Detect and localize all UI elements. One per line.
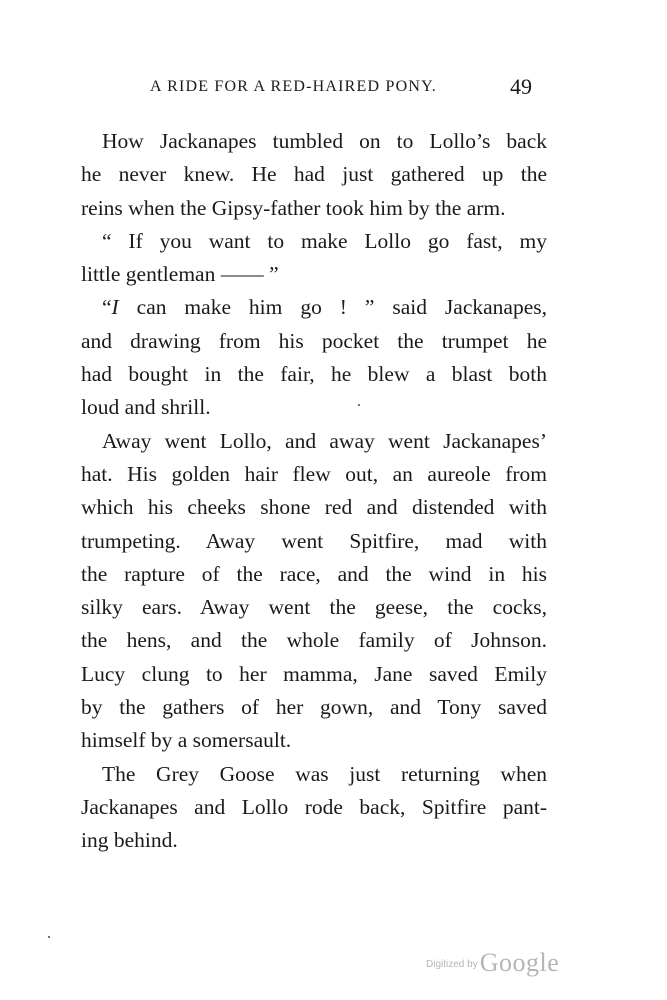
page-number: 49 [510,74,532,99]
watermark-brand: Google [479,948,560,977]
text-line: which his cheeks shone red and distended with [81,495,547,520]
text-line: ing behind. [81,828,178,853]
text-line: he never knew. He had just gathered up the [81,162,547,187]
ink-speck [48,936,50,938]
text-line: Lucy clung to her mamma, Jane saved Emily [81,661,547,686]
text-line: loud and shrill. [81,395,211,420]
text-line: little gentleman —— ” [81,262,279,287]
text-line: himself by a somersault. [81,728,292,753]
text-line: the hens, and the whole family of Johnson. [81,628,547,653]
text-line: hat. His golden hair flew out, an aureole from [81,461,547,486]
digitization-watermark [426,948,559,978]
body-text [81,125,547,858]
ink-speck [358,404,360,406]
text-line: The Grey Goose was just returning when [102,761,547,786]
text-line: trumpeting. Away went Spitfire, mad with [81,528,547,553]
text-line: Jackanapes and Lollo rode back, Spitfire pant- [81,794,547,819]
text-line: reins when the Gipsy-father took him by the arm. [81,195,506,220]
text-line: How Jackanapes tumbled on to Lollo’s back [102,129,547,153]
open-quote: “ [102,295,112,320]
text-line: silky ears. Away went the geese, the cocks, [81,595,547,620]
watermark-prefix: Digitized by [426,959,478,970]
text-line: had bought in the fair, he blew a blast both [81,362,547,387]
running-title: A RIDE FOR A RED-HAIRED PONY. [150,78,437,95]
text-line [81,291,547,324]
text-line: by the gathers of her gown, and Tony saved [81,695,547,720]
line-remainder: can make him go ! ” said Jackanapes, [118,295,547,320]
text-line: and drawing from his pocket the trumpet he [81,328,547,353]
italic-pronoun: I [111,295,119,320]
text-line: the rapture of the race, and the wind in his [81,561,547,586]
text-line: Away went Lollo, and away went Jackanapes’ [102,428,547,453]
text-line: “ If you want to make Lollo go fast, my [102,228,547,253]
